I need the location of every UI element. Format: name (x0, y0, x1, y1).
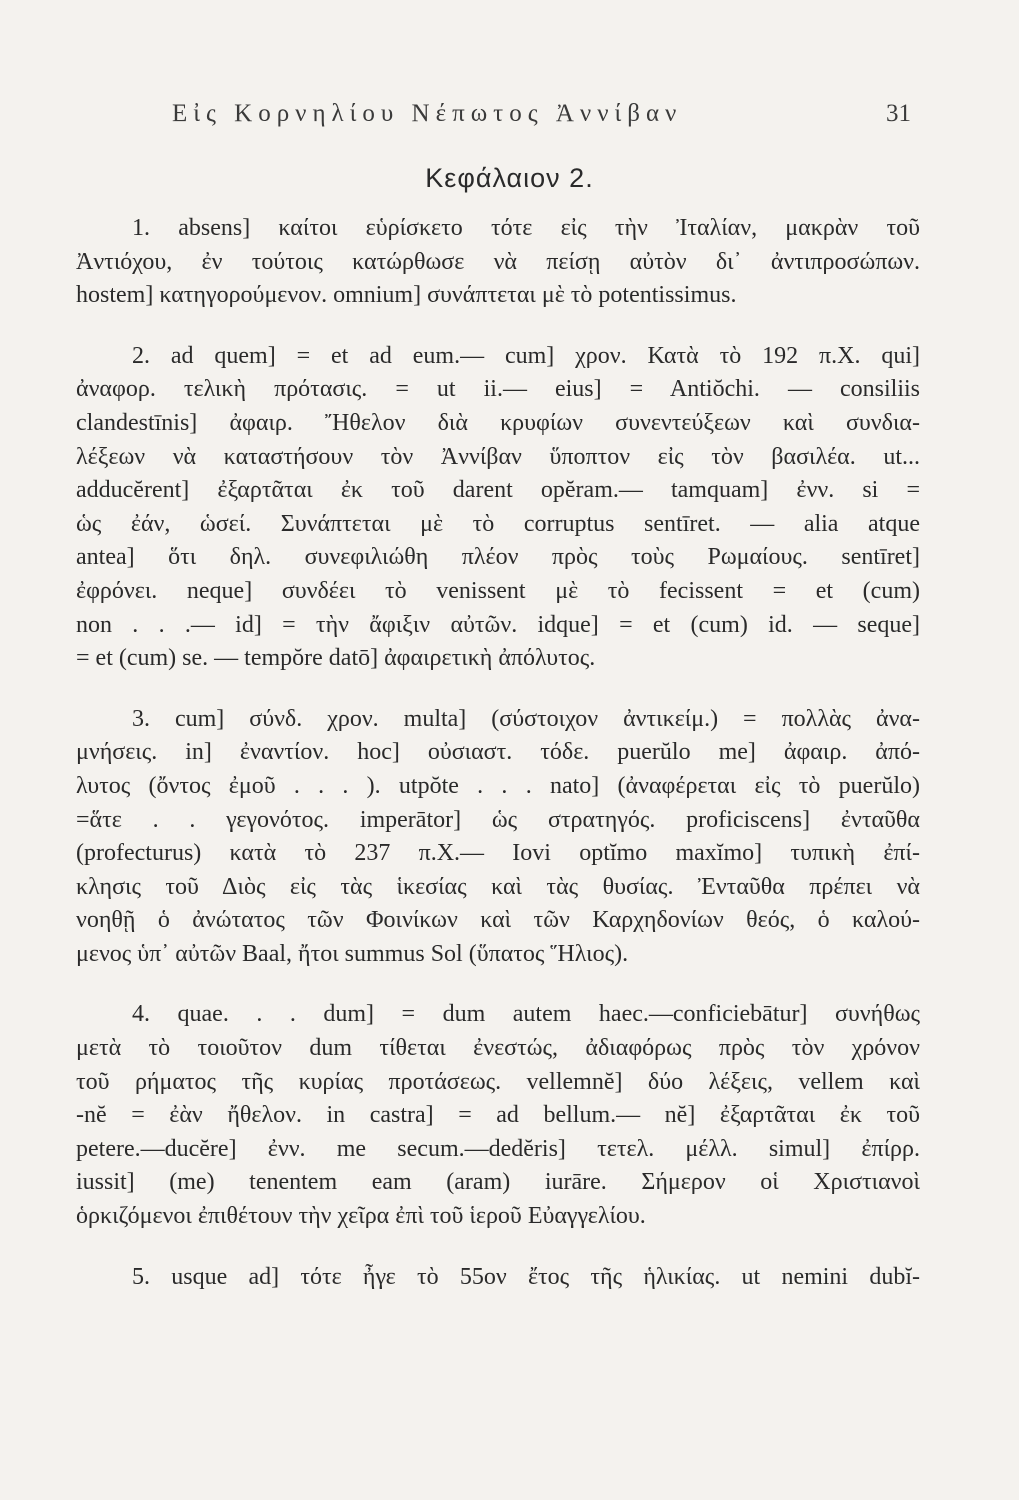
text-line: petere.—ducĕre] ἐνν. me secum.—dedĕris] τετελ. μέλλ. simul] ἐπίρρ. (76, 1135, 920, 1162)
text-line: =ἅτε . . γεγονότος. imperātor] ὡς στρατηγός. proficiscens] ἐνταῦθα (76, 806, 920, 833)
text-line: clandestīnis] ἀφαιρ. Ἤθελον διὰ κρυφίων συνεντεύξεων καὶ συνδια- (76, 409, 920, 436)
text-line: 1. absens] καίτοι εὑρίσκετο τότε εἰς τὴν Ἰταλίαν, μακρὰν τοῦ (132, 215, 920, 241)
paragraph-3 (76, 703, 920, 972)
text-line: ἐφρόνει. neque] συνδέει τὸ venissent μὲ τὸ fecissent = et (cum) (76, 577, 920, 604)
text-line: 4. quae. . . dum] = dum autem haec.—conficiebātur] συνήθως (132, 1001, 920, 1028)
text-line: Ἀντιόχου, ἐν τούτοις κατώρθωσε νὰ πείσῃ αὐτὸν δι᾽ ἀντιπροσώπων. (76, 248, 920, 275)
running-title: Εἰς Κορνηλίου Νέπωτος Ἀννίβαν (172, 100, 683, 127)
text-line: antea] ὅτι δηλ. συνεφιλιώθη πλέον πρὸς τοὺς Ρωμαίους. sentīret] (76, 544, 920, 571)
text-line: (profecturus) κατὰ τὸ 237 π.Χ.— Iovi optĭmo maxĭmo] τυπικὴ ἐπί- (76, 840, 920, 867)
text-line: adducĕrent] ἐξαρτᾶται ἐκ τοῦ darent opĕram.— tamquam] ἐνν. si = (76, 477, 920, 504)
page-number: 31 (886, 100, 911, 127)
text-line: μενος ὑπ᾽ αὐτῶν Baal, ἤτοι summus Sol (ὕπατος Ἥλιος). (76, 940, 629, 967)
text-line: νοηθῇ ὁ ἀνώτατος τῶν Φοινίκων καὶ τῶν Καρχηδονίων θεός, ὁ καλού- (76, 907, 920, 934)
text-line: ὡς ἐάν, ὡσεί. Συνάπτεται μὲ τὸ corruptus sentīret. — alia atque (76, 510, 920, 537)
text-line: 5. usque ad] τότε ἦγε τὸ 55ον ἔτος τῆς ἡλικίας. ut nemini dubĭ- (132, 1263, 920, 1290)
text-line: μνήσεις. in] ἐναντίον. hoc] οὐσιαστ. τόδε. puerŭlo me] ἀφαιρ. ἀπό- (76, 739, 920, 766)
commentary-text (76, 212, 920, 1321)
text-line: = et (cum) se. — tempŏre datō] ἀφαιρετικὴ ἀπόλυτος. (76, 645, 596, 672)
text-line: τοῦ ρήματος τῆς κυρίας προτάσεως. vellemnĕ] δύο λέξεις, vellem καὶ (76, 1068, 920, 1095)
paragraph-4 (76, 998, 920, 1233)
text-line: hostem] κατηγορούμενον. omnium] συνάπτεται μὲ τὸ potentissimus. (76, 282, 737, 309)
text-line: 2. ad quem] = et ad eum.— cum] χρον. Κατὰ τὸ 192 π.Χ. qui] (132, 342, 920, 369)
paragraph-2 (76, 340, 920, 676)
text-line: ὁρκιζόμενοι ἐπιθέτουν τὴν χεῖρα ἐπὶ τοῦ ἱεροῦ Εὐαγγελίου. (76, 1203, 646, 1230)
text-line: κλησις τοῦ Διὸς εἰς τὰς ἱκεσίας καὶ τὰς θυσίας. Ἐνταῦθα πρέπει νὰ (76, 873, 920, 900)
text-line: 3. cum] σύνδ. χρον. multa] (σύστοιχον ἀντικείμ.) = πολλὰς ἀνα- (132, 705, 920, 732)
text-line: non . . .— id] = τὴν ἄφιξιν αὐτῶν. idque] = et (cum) id. — seque] (76, 611, 920, 638)
paragraph-1 (76, 212, 920, 313)
chapter-title: Κεφάλαιον 2. (425, 163, 594, 193)
text-line: λυτος (ὄντος ἐμοῦ . . . ). utpŏte . . . nato] (ἀναφέρεται εἰς τὸ puerŭlo) (76, 772, 920, 799)
text-line: μετὰ τὸ τοιοῦτον dum τίθεται ἐνεστώς, ἀδιαφόρως πρὸς τὸν χρόνον (76, 1035, 920, 1062)
text-line: ἀναφορ. τελικὴ πρότασις. = ut ii.— eius] = Antiŏchi. — consiliis (76, 376, 920, 403)
paragraph-5 (76, 1261, 920, 1295)
text-line: iussit] (me) tenentem eam (aram) iurāre. Σήμερον οἱ Χριστιανοὶ (76, 1169, 920, 1196)
text-line: -nĕ = ἐὰν ἤθελον. in castra] = ad bellum.— nĕ] ἐξαρτᾶται ἐκ τοῦ (76, 1102, 920, 1129)
text-line: λέξεων νὰ καταστήσουν τὸν Ἀννίβαν ὕποπτον εἰς τὸν βασιλέα. ut... (76, 443, 920, 470)
